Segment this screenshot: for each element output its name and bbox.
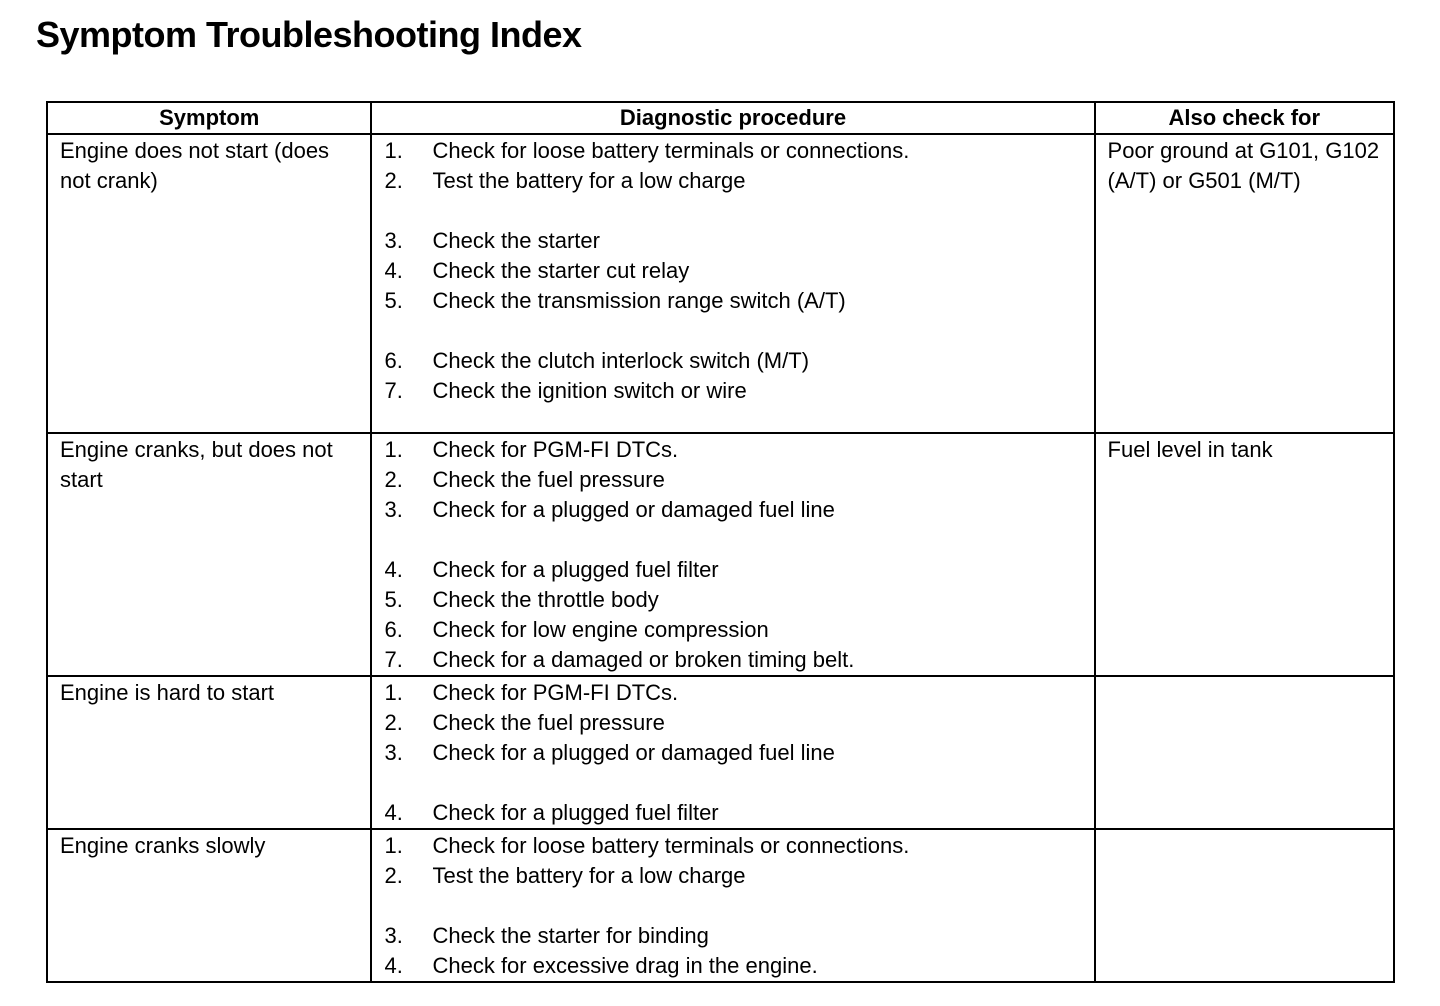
header-symptom: Symptom [47,102,371,134]
procedure-step [384,678,1087,708]
procedure-step [384,555,1087,585]
procedure-cell [371,676,1094,829]
step-text: Check the transmission range switch (A/T) [432,288,846,313]
step-text: Test the battery for a low charge [432,863,746,888]
procedure-steps [384,435,1087,675]
symptom-cell: Engine cranks slowly [47,829,371,982]
step-number: 3. [384,923,403,948]
step-number: 6. [384,617,403,642]
step-text: Check the throttle body [432,587,659,612]
step-number: 7. [384,378,403,403]
procedure-step [384,951,1087,981]
procedure-step [384,921,1087,951]
step-text: Check for a plugged fuel filter [432,557,719,582]
procedure-step [384,465,1087,495]
step-number: 5. [384,288,403,313]
step-number: 1. [384,437,403,462]
procedure-cell [371,829,1094,982]
step-text: Check the fuel pressure [432,710,665,735]
step-text: Check for excessive drag in the engine. [432,953,818,978]
step-number: 2. [384,467,403,492]
step-number: 2. [384,863,403,888]
step-number: 1. [384,680,403,705]
symptom-index-table [46,101,1395,983]
also-check-cell [1095,676,1394,829]
procedure-step [384,861,1087,891]
procedure-cell [371,134,1094,433]
header-diagnostic-procedure: Diagnostic procedure [371,102,1094,134]
step-number: 3. [384,228,403,253]
procedure-step [384,708,1087,738]
step-number: 2. [384,710,403,735]
procedure-cell [371,433,1094,676]
step-number: 3. [384,497,403,522]
symptom-cell: Engine cranks, but does not start [47,433,371,676]
step-text: Check the starter [432,228,600,253]
step-text: Check the clutch interlock switch (M/T) [432,348,810,373]
step-number: 4. [384,258,403,283]
procedure-step [384,376,1087,406]
step-number: 5. [384,587,403,612]
header-also-check-for: Also check for [1095,102,1394,134]
step-text: Check for PGM-FI DTCs. [432,680,679,705]
step-number: 4. [384,953,403,978]
procedure-step [384,798,1087,828]
step-text: Check for PGM-FI DTCs. [432,437,679,462]
symptom-cell: Engine does not start (does not crank) [47,134,371,433]
step-text: Check for a damaged or broken timing belt. [432,647,855,672]
table-row [47,829,1394,982]
procedure-step [384,645,1087,675]
procedure-steps [384,136,1087,406]
table-row [47,433,1394,676]
procedure-step [384,286,1087,316]
step-text: Check for a plugged fuel filter [432,800,719,825]
step-number: 7. [384,647,403,672]
step-text: Check the starter for binding [432,923,709,948]
procedure-step [384,615,1087,645]
procedure-step [384,346,1087,376]
step-number: 4. [384,557,403,582]
procedure-step [384,495,1087,525]
procedure-steps [384,831,1087,981]
also-check-cell [1095,829,1394,982]
step-text: Test the battery for a low charge [432,168,746,193]
step-text: Check for loose battery terminals or connections. [432,138,910,163]
table-header-row [47,102,1394,134]
procedure-step [384,136,1087,166]
procedure-step [384,585,1087,615]
table-row [47,676,1394,829]
procedure-step [384,256,1087,286]
step-text: Check the fuel pressure [432,467,665,492]
procedure-steps [384,678,1087,828]
table-row [47,134,1394,433]
procedure-step [384,738,1087,768]
procedure-step [384,226,1087,256]
also-check-cell: Fuel level in tank [1095,433,1394,676]
also-check-cell: Poor ground at G101, G102 (A/T) or G501 (M/T) [1095,134,1394,433]
step-number: 1. [384,138,403,163]
step-text: Check for a plugged or damaged fuel line [432,497,835,522]
step-text: Check the ignition switch or wire [432,378,747,403]
procedure-step [384,831,1087,861]
step-number: 1. [384,833,403,858]
step-text: Check for a plugged or damaged fuel line [432,740,835,765]
step-number: 4. [384,800,403,825]
procedure-step [384,166,1087,196]
step-number: 2. [384,168,403,193]
symptom-cell: Engine is hard to start [47,676,371,829]
step-number: 6. [384,348,403,373]
step-text: Check for loose battery terminals or connections. [432,833,910,858]
procedure-step [384,435,1087,465]
step-number: 3. [384,740,403,765]
page-title: Symptom Troubleshooting Index [36,14,582,55]
step-text: Check the starter cut relay [432,258,690,283]
step-text: Check for low engine compression [432,617,769,642]
